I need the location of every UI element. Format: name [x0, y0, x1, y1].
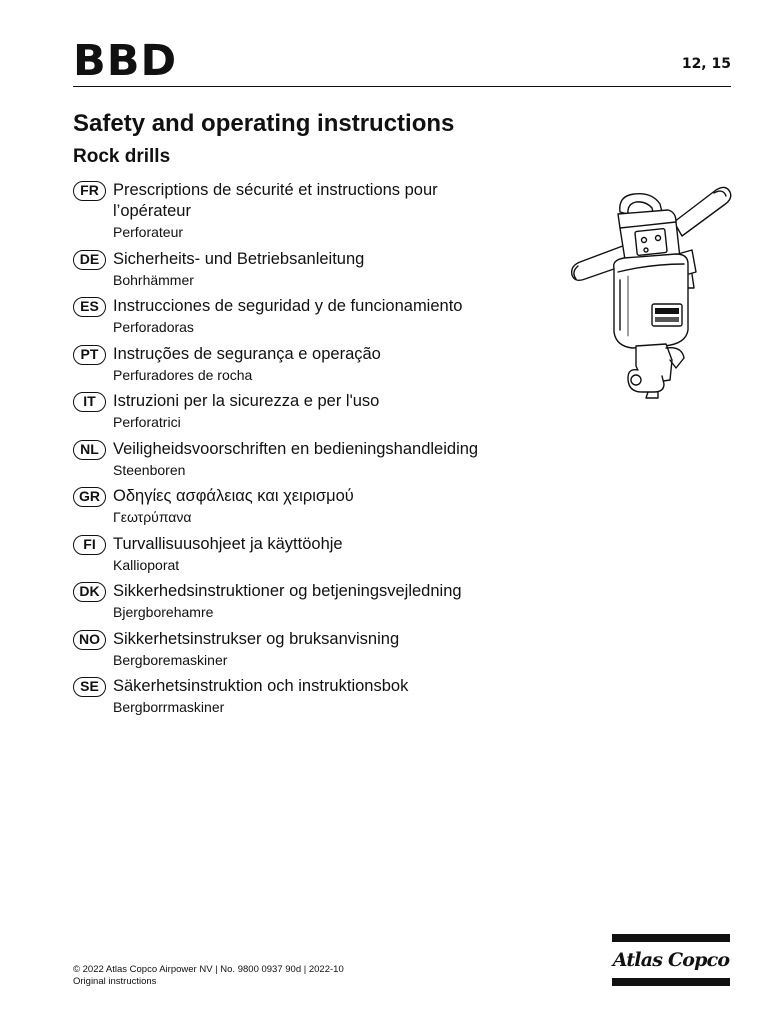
- language-title: Οδηγίες ασφάλειας και χειρισμού: [113, 487, 354, 505]
- language-entry-se: [73, 676, 513, 718]
- language-code-badge: NO: [73, 630, 106, 650]
- document-title: Safety and operating instructions: [73, 110, 455, 137]
- footer: [73, 964, 344, 988]
- language-title: Istruzioni per la sicurezza e per l'uso: [113, 392, 380, 410]
- language-subtitle: Bjergborehamre: [113, 604, 214, 620]
- copyright-text: © 2022 Atlas Copco Airpower NV | No. 9800 0937 90d | 2022-10: [73, 964, 344, 975]
- language-title: Instruções de segurança e operação: [113, 344, 381, 363]
- language-title: Instrucciones de seguridad y de funcionamiento: [113, 297, 463, 315]
- language-title: Säkerhetsinstruktion och instruktionsbok: [113, 677, 409, 695]
- language-entry-it: [73, 391, 513, 433]
- language-entry-fr: [73, 180, 513, 243]
- logo-bar-top: [612, 934, 730, 942]
- language-code-badge: DK: [73, 582, 106, 602]
- original-instructions-note: Original instructions: [73, 976, 157, 987]
- language-subtitle: Perforatrici: [113, 414, 181, 430]
- language-entry-de: [73, 249, 513, 291]
- language-subtitle: Perforadoras: [113, 319, 194, 335]
- language-title: Sikkerhedsinstruktioner og betjeningsvejledning: [113, 582, 462, 600]
- rock-drill-illustration: [566, 180, 736, 400]
- language-subtitle: Γεωτρύπανα: [113, 509, 192, 525]
- language-entry-es: [73, 296, 513, 338]
- language-entry-no: [73, 629, 513, 671]
- language-code-badge: SE: [73, 677, 106, 697]
- language-code-badge: DE: [73, 250, 106, 270]
- language-code-badge: NL: [73, 440, 106, 460]
- language-entry-gr: [73, 486, 513, 528]
- document-subtitle: Rock drills: [73, 146, 171, 167]
- logo-bar-bottom: [612, 978, 730, 986]
- language-entry-pt: [73, 344, 513, 386]
- language-title: Sikkerhetsinstrukser og bruksanvisning: [113, 629, 400, 648]
- language-entry-dk: [73, 581, 513, 623]
- language-code-badge: PT: [73, 345, 106, 365]
- language-title: Sicherheits- und Betriebsanleitung: [113, 249, 365, 268]
- language-subtitle: Perfuradores de rocha: [113, 366, 253, 383]
- language-subtitle: Perforateur: [113, 224, 184, 240]
- logo-wordmark: Atlas Copco: [612, 949, 730, 971]
- language-entry-nl: [73, 439, 513, 481]
- language-subtitle: Steenboren: [113, 461, 186, 478]
- model-name: BBD: [73, 36, 178, 86]
- language-title: Veiligheidsvoorschriften en bedieningshandleiding: [113, 439, 479, 458]
- language-title: Prescriptions de sécurité et instructions pour l’opérateur: [113, 181, 438, 220]
- language-code-badge: IT: [73, 392, 106, 412]
- language-code-badge: FR: [73, 181, 106, 201]
- language-subtitle: Kallioporat: [113, 556, 180, 573]
- language-code-badge: GR: [73, 487, 106, 507]
- language-subtitle: Bergboremaskiner: [113, 651, 228, 668]
- language-code-badge: FI: [73, 535, 106, 555]
- header-divider: [73, 86, 731, 87]
- language-entry-fi: [73, 534, 513, 576]
- language-subtitle: Bohrhämmer: [113, 271, 194, 288]
- atlas-copco-logo: [612, 934, 730, 986]
- language-code-badge: ES: [73, 297, 106, 317]
- model-numbers: 12, 15: [681, 56, 731, 72]
- language-list: [73, 180, 513, 724]
- language-subtitle: Bergborrmaskiner: [113, 699, 225, 715]
- language-title: Turvallisuusohjeet ja käyttöohje: [113, 534, 343, 553]
